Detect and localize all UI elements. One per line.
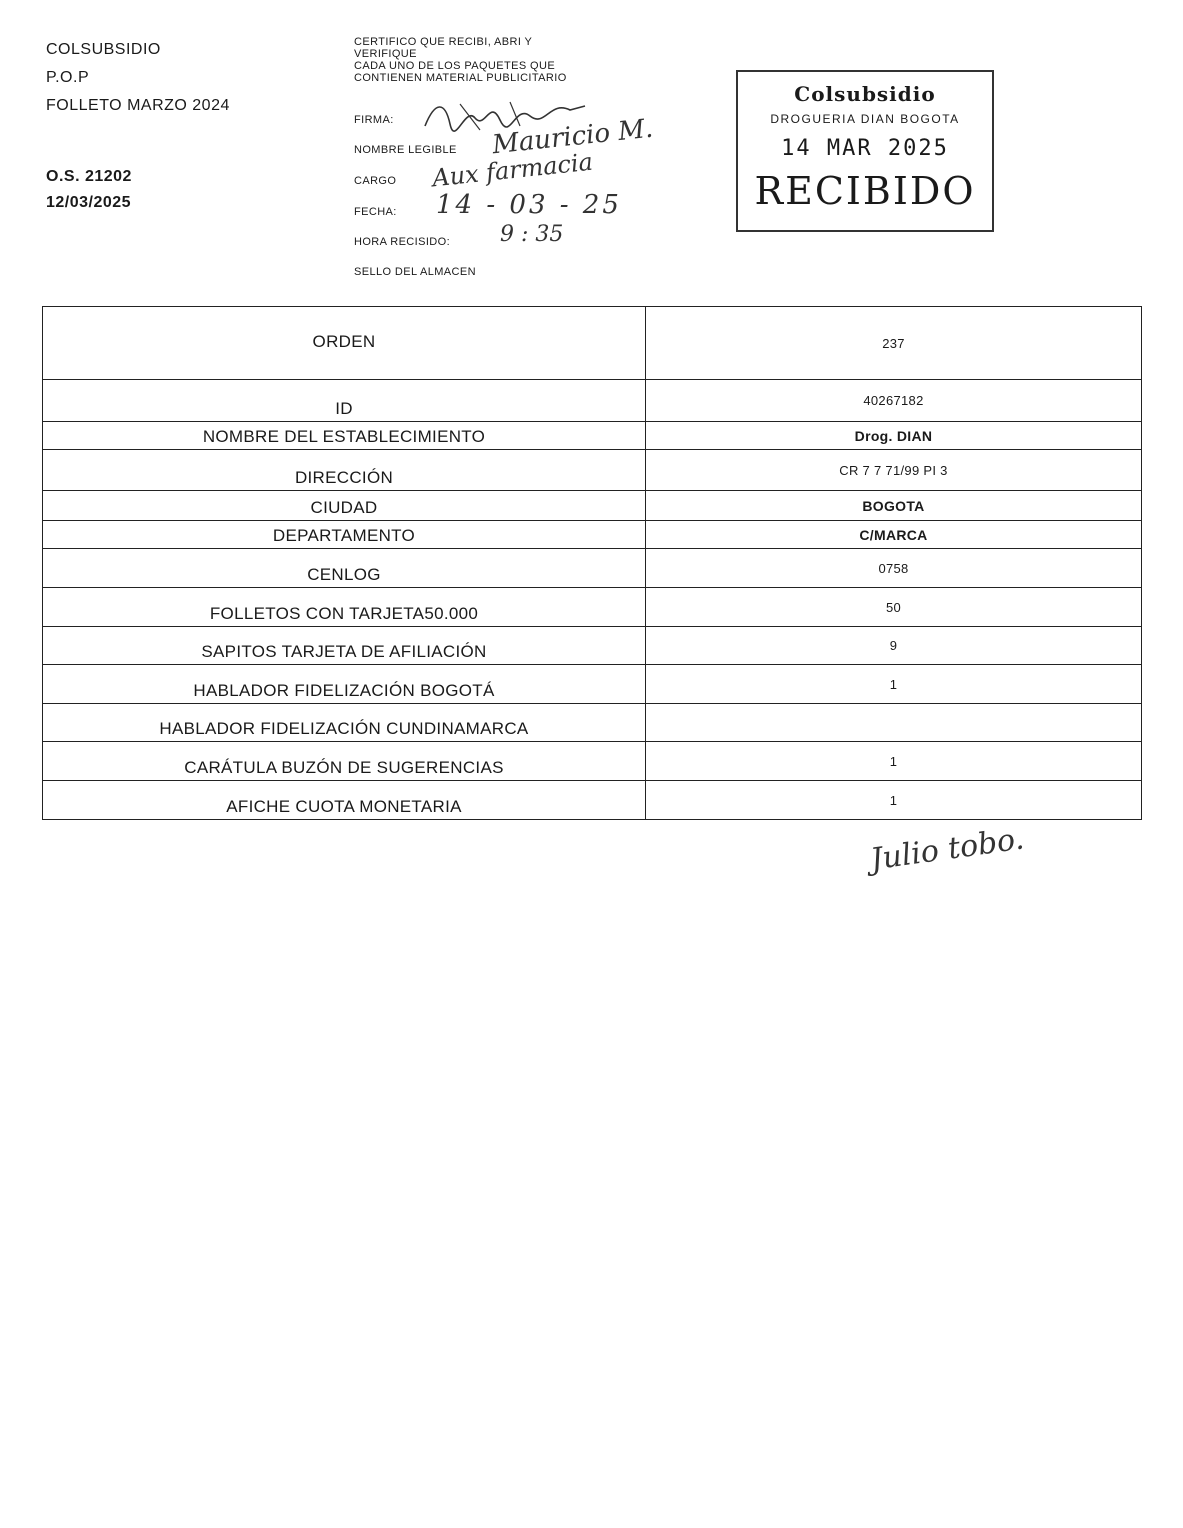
certification-line: VERIFIQUE [354,48,417,60]
row-value: 0758 [646,549,1142,588]
order-date: 12/03/2025 [46,194,132,211]
certification-line: CONTIENEN MATERIAL PUBLICITARIO [354,72,567,84]
row-label: CARÁTULA BUZÓN DE SUGERENCIAS [43,742,646,781]
document-header [46,36,230,120]
row-value: 1 [646,742,1142,781]
row-value: 237 [646,307,1142,380]
fecha-label: FECHA: [354,206,397,218]
row-label: AFICHE CUOTA MONETARIA [43,781,646,820]
row-value: C/MARCA [646,521,1142,549]
delivery-table [42,306,1142,820]
row-label: DEPARTAMENTO [43,521,646,549]
table-row [43,704,1142,742]
stamp-date: 14 MAR 2025 [781,136,949,161]
table-row [43,491,1142,521]
table-row [43,627,1142,665]
order-number: O.S. 21202 [46,168,132,185]
certification-line: CADA UNO DE LOS PAQUETES QUE [354,60,556,72]
hora-label: HORA RECISIDO: [354,236,451,248]
row-label: NOMBRE DEL ESTABLECIMIENTO [43,422,646,450]
table-row [43,665,1142,704]
row-value: BOGOTA [646,491,1142,521]
row-value: 1 [646,781,1142,820]
row-label: ORDEN [43,307,646,380]
firma-label: FIRMA: [354,114,394,126]
table-row [43,450,1142,491]
row-label: FOLLETOS CON TARJETA50.000 [43,588,646,627]
table-row [43,588,1142,627]
row-value: 1 [646,665,1142,704]
table-row [43,307,1142,380]
stamp-branch: DROGUERIA DIAN BOGOTA [770,112,960,126]
handwritten-date: 14 - 03 - 25 [436,190,622,220]
company-name: COLSUBSIDIO [46,41,161,58]
table-row [43,549,1142,588]
row-label: ID [43,380,646,422]
certification-intro [354,36,567,84]
row-value: 50 [646,588,1142,627]
table-row [43,422,1142,450]
certification-line: CERTIFICO QUE RECIBI, ABRI Y [354,36,533,48]
stamp-brand: Colsubsidio [794,82,936,106]
table-row [43,521,1142,549]
nombre-label: NOMBRE LEGIBLE [354,144,457,156]
row-label: HABLADOR FIDELIZACIÓN BOGOTÁ [43,665,646,704]
row-value: Drog. DIAN [646,422,1142,450]
order-info [46,164,132,216]
campaign-name: FOLLETO MARZO 2024 [46,97,230,114]
table-row [43,742,1142,781]
table-row [43,380,1142,422]
table-row [43,781,1142,820]
row-label: HABLADOR FIDELIZACIÓN CUNDINAMARCA [43,704,646,742]
row-value [646,704,1142,742]
document-type: P.O.P [46,69,90,86]
row-label: DIRECCIÓN [43,450,646,491]
received-stamp [736,70,994,232]
row-label: CIUDAD [43,491,646,521]
row-label: CENLOG [43,549,646,588]
sello-label: SELLO DEL ALMACEN [354,266,476,278]
cargo-label: CARGO [354,175,397,187]
handwritten-time: 9 : 35 [500,222,564,247]
handwritten-name: Mauricio M. [490,113,655,161]
row-label: SAPITOS TARJETA DE AFILIACIÓN [43,627,646,665]
stamp-status: RECIBIDO [754,169,976,213]
row-value: 40267182 [646,380,1142,422]
handwritten-note: Julio tobo. [868,821,1027,878]
handwritten-position: Aux farmacia [430,147,595,193]
row-value: 9 [646,627,1142,665]
row-value: CR 7 7 71/99 PI 3 [646,450,1142,491]
